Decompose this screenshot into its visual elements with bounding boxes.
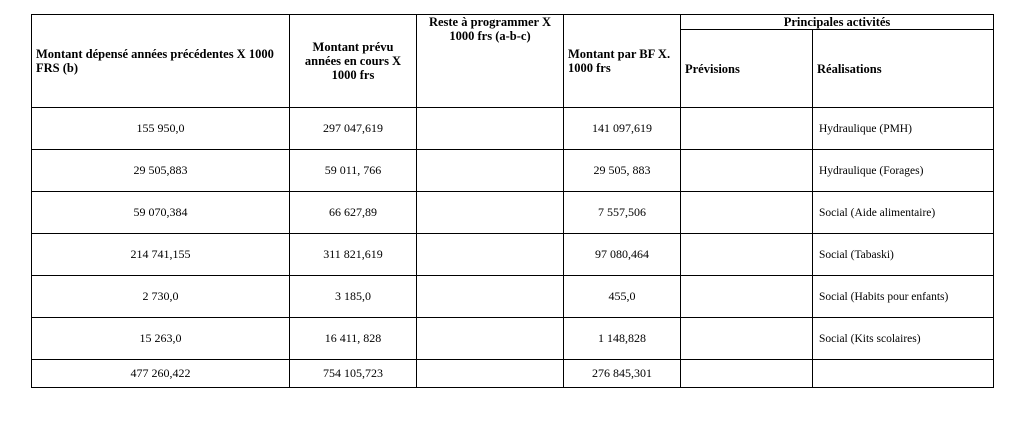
cell-previsions [681, 192, 813, 234]
cell-previsions [681, 108, 813, 150]
cell-bf: 97 080,464 [564, 234, 681, 276]
cell-depense: 214 741,155 [32, 234, 290, 276]
header-montant-par-bf: Montant par BF X. 1000 frs [564, 15, 681, 108]
cell-reste [417, 150, 564, 192]
cell-prevu: 66 627,89 [290, 192, 417, 234]
cell-bf: 276 845,301 [564, 360, 681, 388]
table-row-total [32, 360, 994, 388]
cell-previsions [681, 234, 813, 276]
table-row [32, 150, 994, 192]
header-montant-depense: Montant dépensé années précédentes X 1000 FRS (b) [32, 15, 290, 108]
cell-depense: 15 263,0 [32, 318, 290, 360]
cell-previsions [681, 276, 813, 318]
cell-realisations: Social (Tabaski) [813, 234, 994, 276]
cell-bf: 455,0 [564, 276, 681, 318]
cell-prevu: 754 105,723 [290, 360, 417, 388]
cell-bf: 29 505, 883 [564, 150, 681, 192]
table-row [32, 318, 994, 360]
cell-realisations: Social (Kits scolaires) [813, 318, 994, 360]
budget-table [31, 14, 994, 388]
cell-reste [417, 276, 564, 318]
cell-realisations [813, 360, 994, 388]
cell-prevu: 3 185,0 [290, 276, 417, 318]
cell-previsions [681, 360, 813, 388]
cell-reste [417, 192, 564, 234]
cell-prevu: 297 047,619 [290, 108, 417, 150]
cell-previsions [681, 318, 813, 360]
cell-reste [417, 234, 564, 276]
cell-reste [417, 318, 564, 360]
cell-prevu: 16 411, 828 [290, 318, 417, 360]
cell-realisations: Social (Habits pour enfants) [813, 276, 994, 318]
cell-prevu: 59 011, 766 [290, 150, 417, 192]
table-row [32, 276, 994, 318]
cell-depense: 29 505,883 [32, 150, 290, 192]
header-principales-activites: Principales activités [681, 15, 994, 30]
cell-reste [417, 108, 564, 150]
cell-depense: 155 950,0 [32, 108, 290, 150]
cell-bf: 141 097,619 [564, 108, 681, 150]
table-row [32, 234, 994, 276]
cell-reste [417, 360, 564, 388]
table-row [32, 192, 994, 234]
cell-realisations: Hydraulique (PMH) [813, 108, 994, 150]
header-reste-a-programmer: Reste à programmer X 1000 frs (a-b-c) [417, 15, 564, 108]
cell-bf: 7 557,506 [564, 192, 681, 234]
cell-depense: 59 070,384 [32, 192, 290, 234]
cell-depense: 2 730,0 [32, 276, 290, 318]
table-row [32, 108, 994, 150]
cell-realisations: Social (Aide alimentaire) [813, 192, 994, 234]
header-previsions: Prévisions [681, 30, 813, 108]
cell-realisations: Hydraulique (Forages) [813, 150, 994, 192]
cell-depense: 477 260,422 [32, 360, 290, 388]
cell-previsions [681, 150, 813, 192]
header-montant-prevu: Montant prévu années en cours X 1000 frs [290, 15, 417, 108]
cell-bf: 1 148,828 [564, 318, 681, 360]
cell-prevu: 311 821,619 [290, 234, 417, 276]
header-realisations: Réalisations [813, 30, 994, 108]
